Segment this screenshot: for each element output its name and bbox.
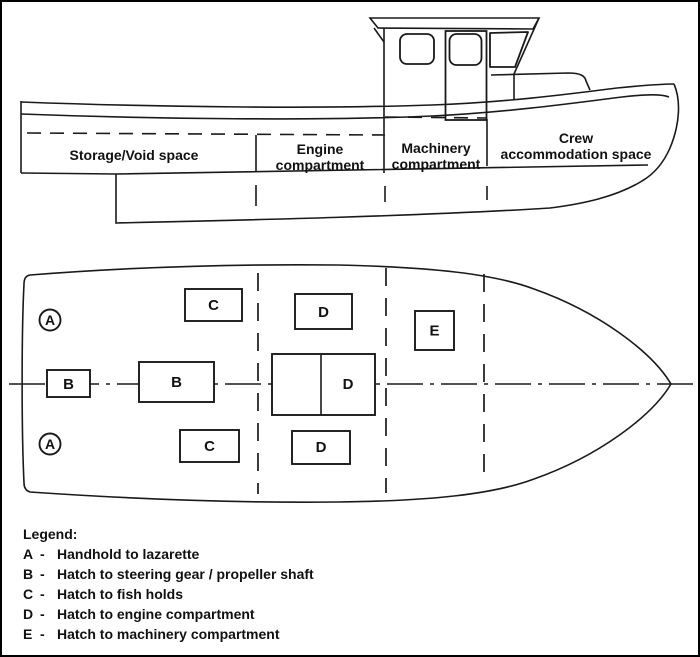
legend-text: Hatch to steering gear / propeller shaft bbox=[57, 566, 314, 582]
label-storage-void-space: Storage/Void space bbox=[69, 147, 199, 163]
hatch-marker-b-aft bbox=[47, 370, 90, 397]
legend-key: C bbox=[23, 586, 34, 602]
hatch-marker-d-engine-double bbox=[272, 354, 375, 415]
marker-letter: C bbox=[208, 297, 219, 314]
marker-letter: A bbox=[44, 436, 56, 452]
legend-item-b bbox=[23, 564, 314, 584]
hatch-marker-d-port bbox=[295, 294, 352, 329]
handhold-marker-a-starboard bbox=[40, 434, 61, 455]
handhold-marker-a-port bbox=[40, 310, 61, 331]
legend-separator: - bbox=[40, 606, 45, 622]
marker-letter: D bbox=[315, 439, 327, 456]
legend-separator: - bbox=[40, 566, 45, 582]
label-engine-line1: Engine bbox=[296, 141, 344, 157]
legend-key: B bbox=[23, 566, 34, 582]
legend bbox=[23, 524, 314, 644]
legend-text: Hatch to engine compartment bbox=[57, 606, 255, 622]
hatch-marker-d-starboard bbox=[292, 431, 350, 464]
wheelhouse-window-aft bbox=[400, 34, 434, 64]
hatch-marker-e-machinery bbox=[415, 311, 454, 350]
marker-letter: D bbox=[318, 304, 329, 321]
marker-letter: A bbox=[44, 312, 56, 328]
marker-letter: C bbox=[204, 438, 215, 455]
hatch-marker-b-forward bbox=[139, 362, 214, 402]
marker-letter: D bbox=[342, 376, 354, 393]
label-machinery-line1: Machinery bbox=[401, 140, 471, 156]
marker-letter: E bbox=[429, 322, 440, 340]
wheelhouse-door bbox=[446, 31, 487, 120]
profile-view bbox=[21, 18, 679, 223]
marker-letter: B bbox=[63, 376, 74, 393]
legend-item-e bbox=[23, 624, 314, 644]
legend-item-c bbox=[23, 584, 314, 604]
hatch-marker-c-starboard bbox=[180, 430, 239, 462]
wheelhouse-window-forward bbox=[490, 32, 528, 67]
hatch-marker-c-port bbox=[185, 289, 242, 321]
wheelhouse-roof-brace bbox=[374, 28, 384, 42]
profile-internal-deck-dashed bbox=[27, 133, 385, 135]
label-crew-line2: accommodation space bbox=[500, 146, 652, 162]
wheelhouse-window-middle bbox=[450, 34, 482, 65]
label-crew-line1: Crew bbox=[558, 130, 594, 146]
trunk-cabin bbox=[491, 73, 590, 90]
legend-key: D bbox=[23, 606, 34, 622]
wheelhouse-roof bbox=[370, 18, 539, 29]
legend-item-a bbox=[23, 544, 314, 564]
legend-text: Handhold to lazarette bbox=[57, 546, 200, 562]
legend-text: Hatch to machinery compartment bbox=[57, 626, 280, 642]
label-machinery-line2: compartment bbox=[391, 156, 481, 172]
legend-key: E bbox=[23, 626, 33, 642]
legend-separator: - bbox=[40, 586, 45, 602]
label-engine-line2: compartment bbox=[275, 157, 365, 173]
legend-title: Legend: bbox=[23, 526, 78, 542]
marker-letter: B bbox=[171, 374, 182, 391]
plan-view bbox=[9, 265, 694, 502]
legend-key: A bbox=[23, 546, 34, 562]
profile-sheer-line bbox=[21, 84, 674, 107]
wheelhouse-windshield bbox=[514, 18, 539, 74]
legend-separator: - bbox=[40, 546, 45, 562]
legend-item-d bbox=[23, 604, 314, 624]
legend-text: Hatch to fish holds bbox=[57, 586, 183, 602]
legend-separator: - bbox=[40, 626, 45, 642]
